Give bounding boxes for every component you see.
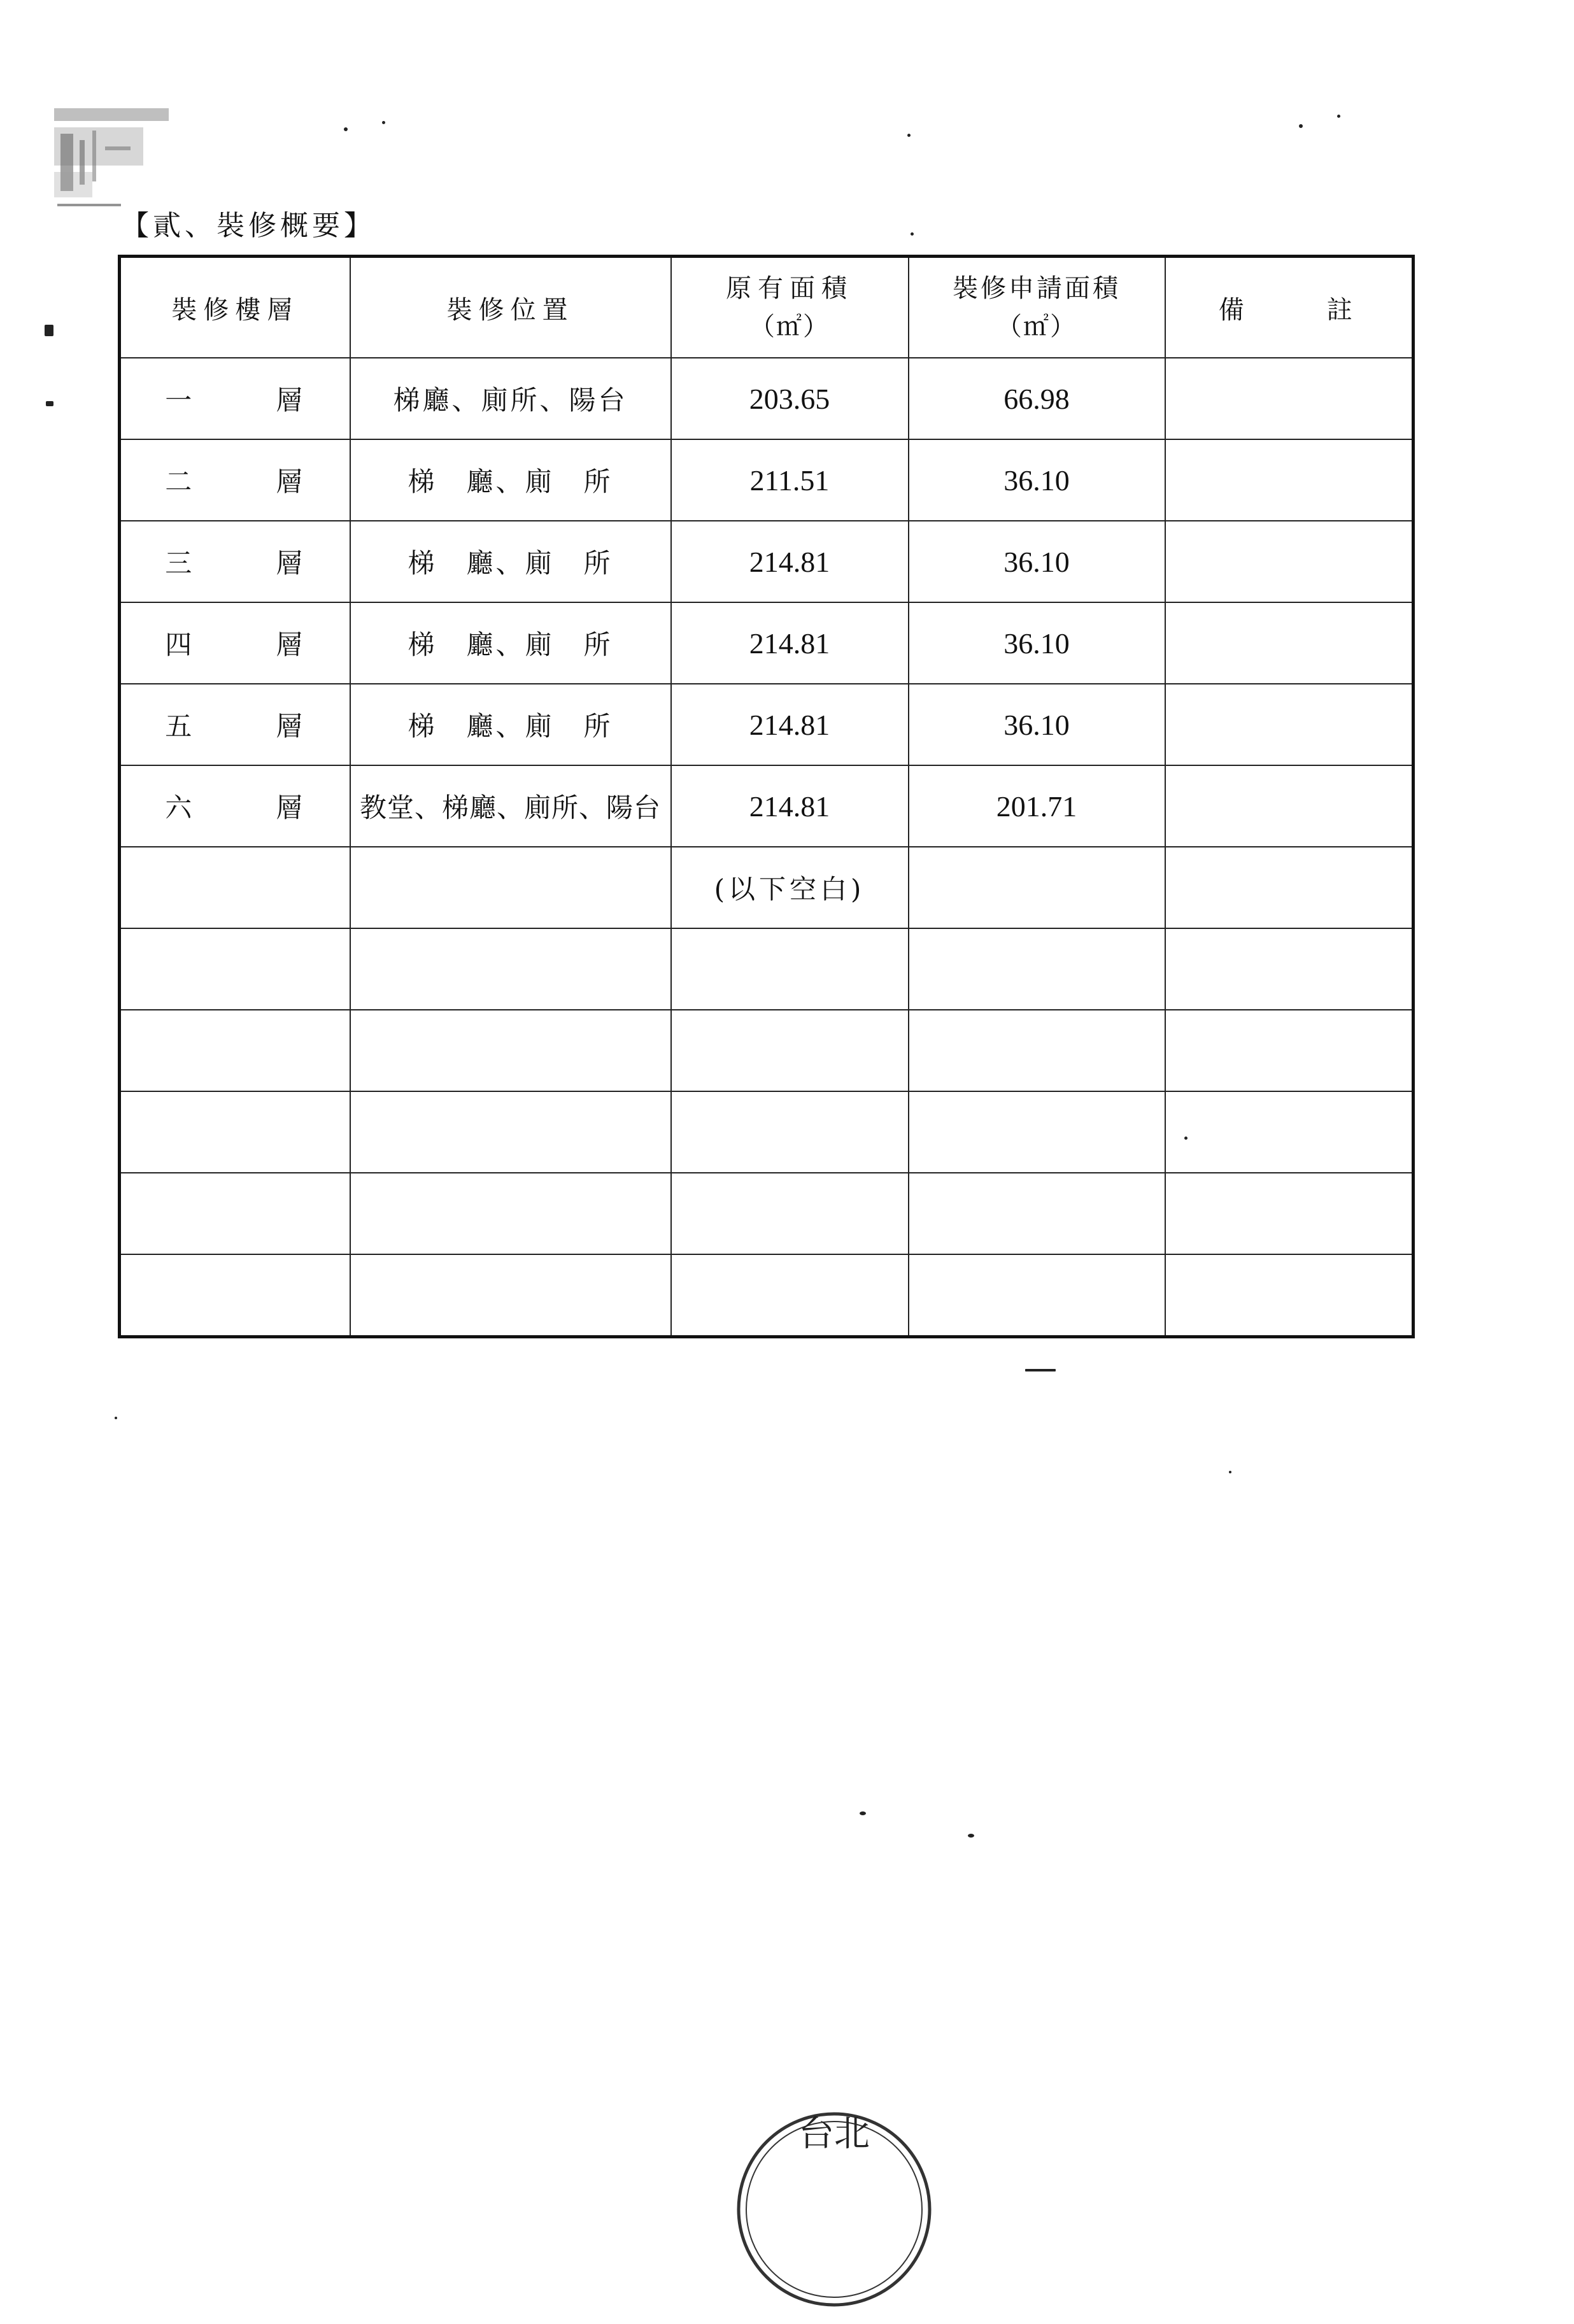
header-applied-area: 裝修申請面積 （㎡）: [909, 257, 1165, 358]
applied-area-cell: 66.98: [909, 358, 1165, 439]
original-area-cell: 214.81: [671, 684, 909, 765]
empty-cell: [671, 1010, 909, 1091]
original-area-cell: 214.81: [671, 765, 909, 847]
remarks-cell: [1165, 521, 1414, 602]
header-remarks: 備註: [1165, 257, 1414, 358]
empty-cell: [120, 1254, 350, 1337]
table-row: [120, 1254, 1414, 1337]
seal-text: 台北: [798, 2113, 870, 2155]
empty-cell: [120, 1010, 350, 1091]
scan-speck: [1184, 1137, 1188, 1140]
location-cell: 教堂、梯廳、廁所、陽台: [350, 765, 671, 847]
scan-speck: [344, 127, 348, 131]
empty-cell: [120, 928, 350, 1010]
empty-cell: [120, 1173, 350, 1254]
remarks-cell: [1165, 765, 1414, 847]
table-row: [120, 1010, 1414, 1091]
renovation-summary-table: [118, 255, 1415, 1338]
scan-speck: [45, 325, 53, 336]
empty-cell: [1165, 847, 1414, 928]
remarks-cell: [1165, 602, 1414, 684]
official-seal: [720, 2095, 949, 2324]
floor-cell: 二層: [120, 439, 350, 521]
original-area-cell: 203.65: [671, 358, 909, 439]
original-area-cell: 211.51: [671, 439, 909, 521]
header-location: 裝修位置: [350, 257, 671, 358]
empty-cell: [671, 1091, 909, 1173]
applied-area-cell: 36.10: [909, 439, 1165, 521]
scan-speck: [1025, 1369, 1056, 1371]
empty-cell: [350, 1010, 671, 1091]
empty-cell: [671, 928, 909, 1010]
scan-speck: [115, 1417, 117, 1419]
location-cell: 梯 廳、廁 所: [350, 521, 671, 602]
table-row: [120, 928, 1414, 1010]
remarks-cell: [1165, 439, 1414, 521]
header-original-area: 原有面積 （㎡）: [671, 257, 909, 358]
empty-cell: [909, 1091, 1165, 1173]
empty-cell: [1165, 1254, 1414, 1337]
empty-cell: [909, 1010, 1165, 1091]
empty-cell: [350, 847, 671, 928]
table-row: [120, 1173, 1414, 1254]
empty-cell: [909, 1254, 1165, 1337]
empty-cell: [350, 1091, 671, 1173]
remarks-cell: [1165, 358, 1414, 439]
empty-cell: [350, 1254, 671, 1337]
scan-speck: [46, 401, 53, 406]
empty-cell: [671, 1173, 909, 1254]
location-cell: 梯廳、廁所、陽台: [350, 358, 671, 439]
scan-speck: [907, 134, 911, 137]
table-header-row: [120, 257, 1414, 358]
scan-speck: [1229, 1471, 1231, 1473]
table-row: [120, 602, 1414, 684]
floor-cell: 五層: [120, 684, 350, 765]
table-row: [120, 439, 1414, 521]
floor-cell: 一層: [120, 358, 350, 439]
header-floor: 裝修樓層: [120, 257, 350, 358]
empty-cell: [1165, 928, 1414, 1010]
original-area-cell: 214.81: [671, 521, 909, 602]
empty-cell: [909, 847, 1165, 928]
empty-cell: [1165, 1173, 1414, 1254]
empty-cell: [1165, 1010, 1414, 1091]
table-row: [120, 765, 1414, 847]
applied-area-cell: 36.10: [909, 521, 1165, 602]
empty-cell: [1165, 1091, 1414, 1173]
table-row: [120, 521, 1414, 602]
blank-note-cell: (以下空白): [671, 847, 909, 928]
scan-speck: [968, 1834, 974, 1838]
scan-speck: [1299, 124, 1303, 128]
location-cell: 梯 廳、廁 所: [350, 684, 671, 765]
floor-cell: 六層: [120, 765, 350, 847]
location-cell: 梯 廳、廁 所: [350, 439, 671, 521]
empty-cell: [671, 1254, 909, 1337]
table-row: [120, 1091, 1414, 1173]
scan-speck: [1337, 115, 1340, 118]
remarks-cell: [1165, 684, 1414, 765]
table-row: [120, 358, 1414, 439]
empty-cell: [350, 1173, 671, 1254]
empty-cell: [909, 1173, 1165, 1254]
table-row: [120, 684, 1414, 765]
empty-cell: [120, 847, 350, 928]
empty-cell: [120, 1091, 350, 1173]
floor-cell: 三層: [120, 521, 350, 602]
applied-area-cell: 36.10: [909, 602, 1165, 684]
scan-speck: [860, 1811, 866, 1815]
scan-speck: [911, 232, 914, 236]
original-area-cell: 214.81: [671, 602, 909, 684]
location-cell: 梯 廳、廁 所: [350, 602, 671, 684]
floor-cell: 四層: [120, 602, 350, 684]
empty-cell: [909, 928, 1165, 1010]
table-row: [120, 847, 1414, 928]
applied-area-cell: 36.10: [909, 684, 1165, 765]
applied-area-cell: 201.71: [909, 765, 1165, 847]
scan-speck: [382, 121, 385, 124]
empty-cell: [350, 928, 671, 1010]
section-title: 【貳、裝修概要】: [121, 209, 376, 242]
